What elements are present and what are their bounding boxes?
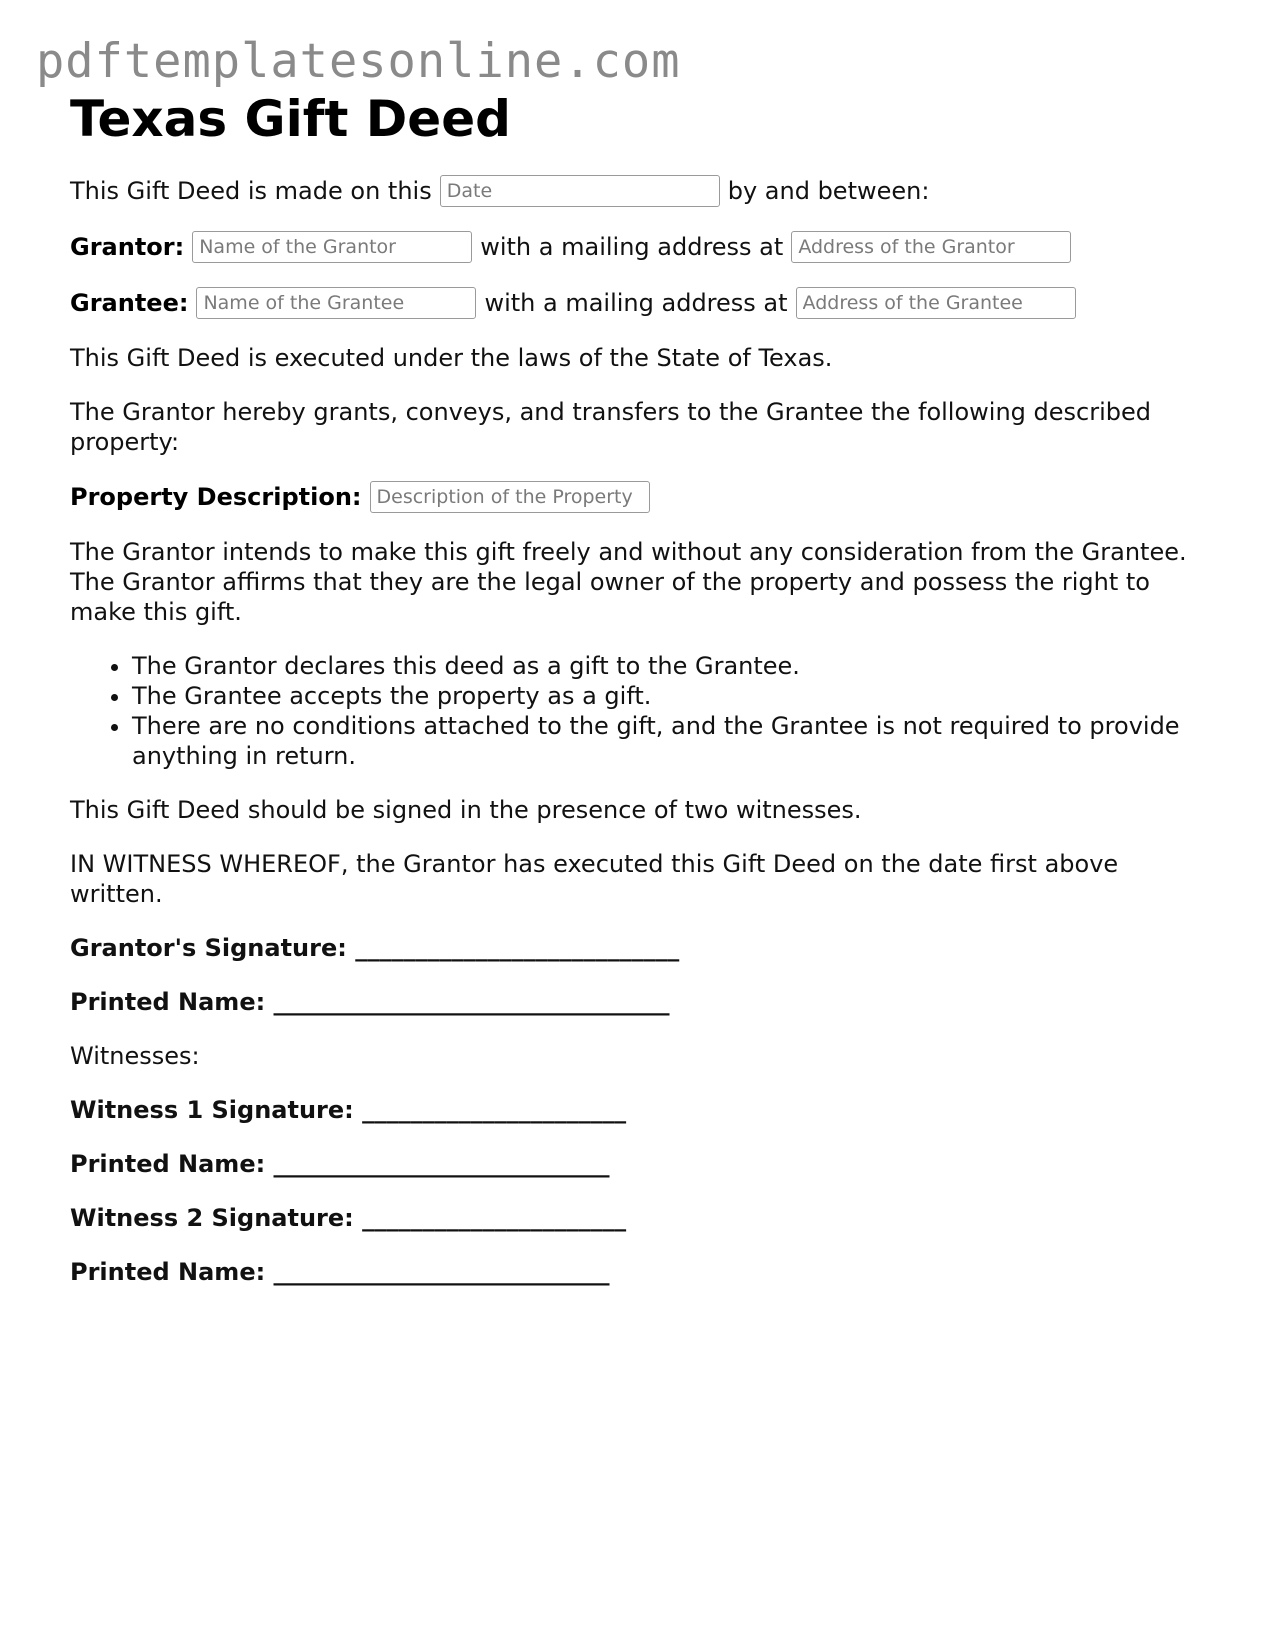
whereof-paragraph: IN WITNESS WHEREOF, the Grantor has executed this Gift Deed on the date first above written. — [70, 850, 1119, 908]
list-item: • The Grantor declares this deed as a gift to the Grantee. — [132, 651, 1210, 681]
document-page — [70, 92, 1210, 1311]
intent-paragraph: The Grantor intends to make this gift freely and without any consideration from the Grantee. The Grantor affirms that they are the legal owner of the property and possess the right to make this gift. — [70, 538, 1187, 626]
witness-1-printed-name-line: Printed Name: ____________________________ — [70, 1150, 610, 1178]
witness-2-signature-line: Witness 2 Signature: ______________________ — [70, 1204, 627, 1232]
property-description-input[interactable] — [370, 481, 650, 513]
watermark: pdftemplatesonline.com — [36, 34, 681, 89]
intro-after-text: by and between: — [727, 177, 930, 205]
grantor-row — [70, 231, 1210, 263]
grantee-row — [70, 287, 1210, 319]
grantee-mid-text: with a mailing address at — [484, 289, 788, 317]
witnesses-label: Witnesses: — [70, 1042, 200, 1070]
document-title: Texas Gift Deed — [70, 90, 511, 148]
list-item: • The Grantee accepts the property as a gift. — [132, 681, 1210, 711]
witness-1-signature-line: Witness 1 Signature: ______________________ — [70, 1096, 627, 1124]
intro-row — [70, 175, 1210, 207]
grantor-address-input[interactable] — [791, 231, 1071, 263]
grantor-printed-name-line: Printed Name: _________________________________ — [70, 988, 670, 1016]
grantor-label: Grantor: — [70, 233, 185, 261]
property-label: Property Description: — [70, 483, 362, 511]
property-row — [70, 481, 1210, 513]
grantee-label: Grantee: — [70, 289, 189, 317]
laws-paragraph: This Gift Deed is executed under the laws of the State of Texas. — [70, 344, 833, 372]
list-item: • There are no conditions attached to the gift, and the Grantee is not required to provide anything in return. — [132, 711, 1210, 771]
grants-paragraph: The Grantor hereby grants, conveys, and transfers to the Grantee the following described property: — [70, 398, 1151, 456]
grantor-signature-line: Grantor's Signature: ___________________________ — [70, 934, 680, 962]
date-input[interactable] — [440, 175, 720, 207]
grantor-mid-text: with a mailing address at — [480, 233, 784, 261]
witness-2-printed-name-line: Printed Name: ____________________________ — [70, 1258, 610, 1286]
witness-note-paragraph: This Gift Deed should be signed in the presence of two witnesses. — [70, 796, 862, 824]
grantee-address-input[interactable] — [796, 287, 1076, 319]
intro-before-text: This Gift Deed is made on this — [70, 177, 432, 205]
declaration-list — [70, 651, 1210, 771]
grantee-name-input[interactable] — [196, 287, 476, 319]
grantor-name-input[interactable] — [192, 231, 472, 263]
